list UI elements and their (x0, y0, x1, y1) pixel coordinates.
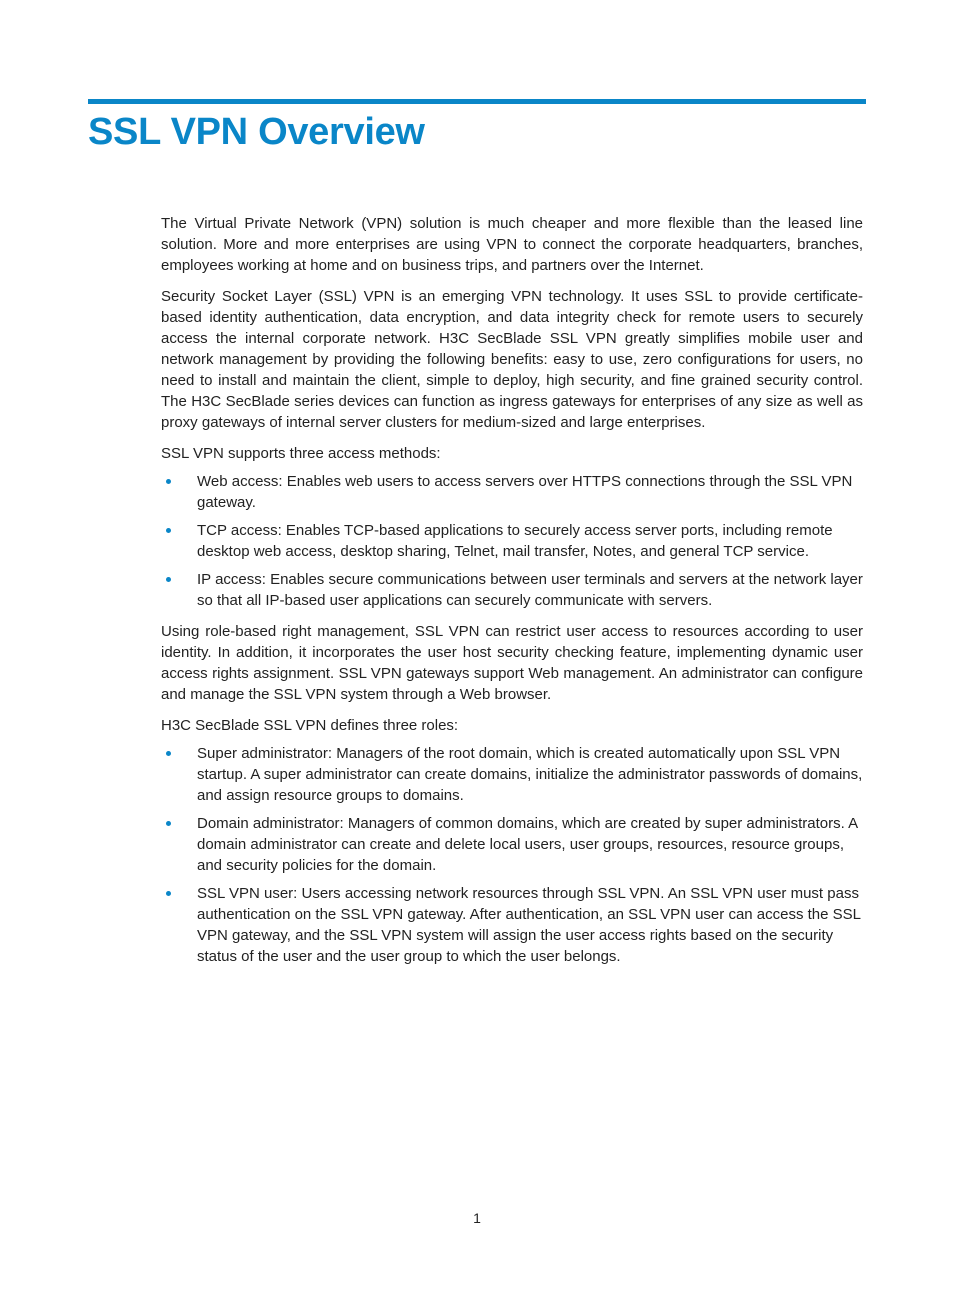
page-title: SSL VPN Overview (88, 111, 425, 153)
list-item (161, 569, 863, 611)
bullet-dot-icon (166, 577, 171, 582)
list-item-text: IP access: Enables secure communications between user terminals and servers at the network layer so that all IP-based user applications can securely communicate with servers. (197, 571, 863, 609)
bullet-dot-icon (166, 821, 171, 826)
bullet-dot-icon (166, 479, 171, 484)
access-methods-list (161, 471, 863, 611)
document-body (161, 213, 863, 977)
title-rule (88, 99, 866, 104)
list-item (161, 743, 863, 806)
rights-management-paragraph: Using role-based right management, SSL VPN can restrict user access to resources according to user identity. In addition, it incorporates the user host security checking feature, implementing dynamic user access rights assignment. SSL VPN gateways support Web management. An administrator can configure and manage the SSL VPN system through a Web browser. (161, 623, 863, 703)
list-item (161, 813, 863, 876)
bullet-dot-icon (166, 751, 171, 756)
list-item (161, 883, 863, 967)
access-methods-intro: SSL VPN supports three access methods: (161, 445, 441, 462)
list-item (161, 471, 863, 513)
list-item-text: Super administrator: Managers of the root domain, which is created automatically upon SSL VPN startup. A super administrator can create domains, initialize the administrator passwords of domains, and assign resource groups to domains. (197, 745, 863, 804)
bullet-dot-icon (166, 891, 171, 896)
roles-list (161, 743, 863, 967)
bullet-dot-icon (166, 528, 171, 533)
ssl-vpn-description-paragraph: Security Socket Layer (SSL) VPN is an emerging VPN technology. It uses SSL to provide certificate-based identity authentication, data encryption, and data integrity check for remote users to securely access the internal corporate network. H3C SecBlade SSL VPN greatly simplifies mobile user and network management by providing the following benefits: easy to use, zero configurations for users, no need to install and maintain the client, simple to deploy, high security, and fine grained security control. The H3C SecBlade series devices can function as ingress gateways for enterprises of any size as well as proxy gateways of internal server clusters for medium-sized and large enterprises. (161, 288, 863, 431)
list-item-text: SSL VPN user: Users accessing network resources through SSL VPN. An SSL VPN user must pass authentication on the SSL VPN gateway. After authentication, an SSL VPN user can access the SSL VPN gateway, and the SSL VPN system will assign the user access rights based on the security status of the user and the user group to which the user belongs. (197, 885, 861, 965)
list-item (161, 520, 863, 562)
list-item-text: Domain administrator: Managers of common domains, which are created by super administrators. A domain administrator can create and delete local users, user groups, resources, resource groups, and security policies for the domain. (197, 815, 858, 874)
list-item-text: TCP access: Enables TCP-based applications to securely access server ports, including remote desktop web access, desktop sharing, Telnet, mail transfer, Notes, and general TCP service. (197, 522, 833, 560)
page-number: 1 (473, 1210, 481, 1226)
roles-intro: H3C SecBlade SSL VPN defines three roles: (161, 717, 459, 734)
intro-paragraph: The Virtual Private Network (VPN) solution is much cheaper and more flexible than the leased line solution. More and more enterprises are using VPN to connect the corporate headquarters, branches, employees working at home and on business trips, and partners over the Internet. (161, 215, 863, 274)
list-item-text: Web access: Enables web users to access servers over HTTPS connections through the SSL VPN gateway. (197, 473, 853, 511)
